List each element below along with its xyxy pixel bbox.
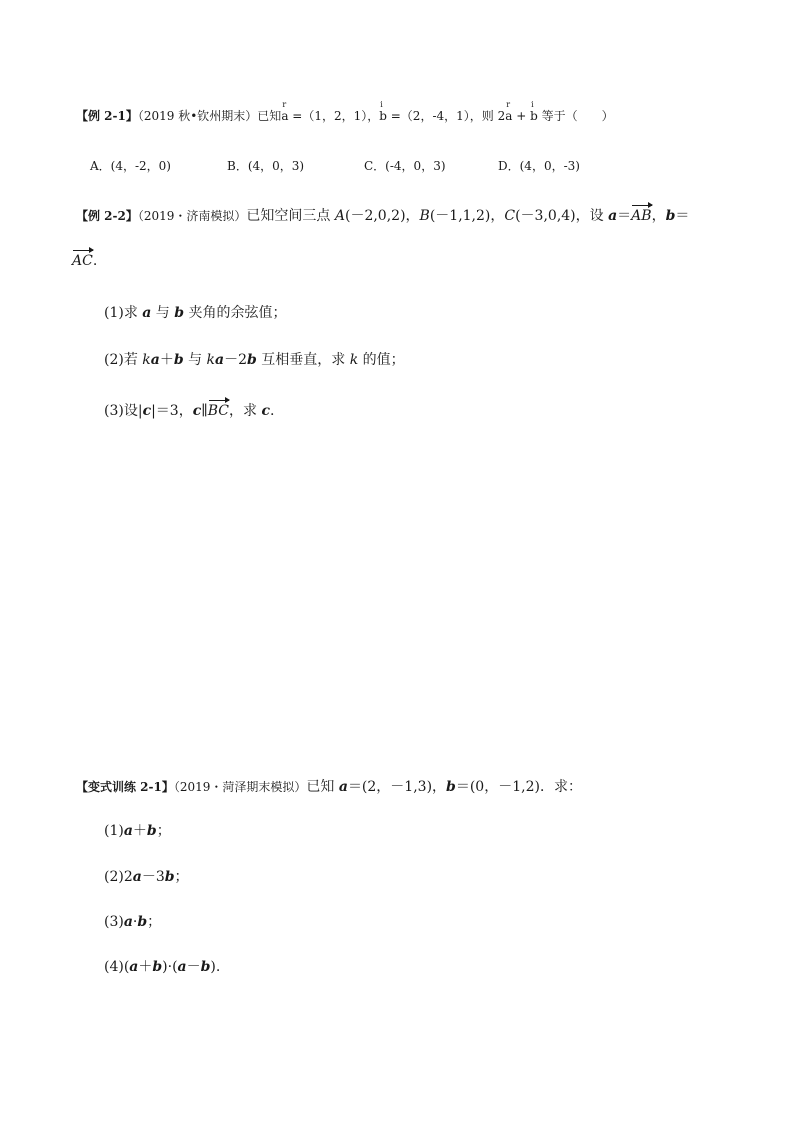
vector-b: b (137, 914, 148, 930)
vector-b: b (173, 352, 184, 368)
vector-a: a (129, 959, 139, 975)
example-2-2-stem-cont (72, 253, 97, 269)
question-text: 互相垂直，求 (256, 352, 350, 368)
parallel-symbol: ∥ (201, 403, 208, 419)
example-2-2-q2 (104, 349, 405, 369)
question-text: (2)2 (104, 869, 133, 885)
question-text: (1) (104, 823, 124, 839)
variant-2-1-q1 (104, 820, 171, 840)
stem-text: 已知 (306, 779, 339, 795)
example-2-1-options (90, 157, 580, 174)
vector-ab: AB (631, 208, 652, 224)
stem-text: ， (651, 208, 666, 224)
stem-text: (－2,0,2)， (344, 208, 420, 224)
variant-2-1-q3 (104, 911, 161, 931)
stem-text: 已知 (257, 109, 282, 123)
example-tag: 【例 2-1】 (76, 109, 138, 123)
var-k: k (142, 352, 151, 368)
point-b: B (419, 208, 430, 224)
option-a: A．(4，-2，0) (90, 159, 171, 173)
option-c: C．(-4，0，3) (364, 159, 446, 173)
vector-b: i b (379, 109, 387, 123)
option-d: D．(4，0，-3) (498, 159, 580, 173)
vector-a: a (132, 869, 142, 885)
question-text: )·( (162, 959, 178, 975)
question-text: － (186, 959, 201, 975)
stem-text: 等于（ ） (537, 109, 614, 123)
point-a: A (334, 208, 345, 224)
stem-text: ＝ (675, 208, 690, 224)
vector-a: a (123, 823, 133, 839)
var-k: k (206, 352, 216, 368)
question-text: ； (156, 823, 171, 839)
question-text: ＋ (138, 959, 153, 975)
stem-text: (－1,1,2)， (429, 208, 505, 224)
vector-a: a (142, 305, 152, 321)
stem-text: (－3,0,4)，设 (515, 208, 609, 224)
question-text: －2 (224, 352, 248, 368)
question-text: －3 (141, 869, 165, 885)
example-source: （2019・济南模拟） (137, 209, 247, 223)
variant-2-1-stem (76, 776, 582, 796)
question-text: ； (174, 869, 189, 885)
vector-b: b (446, 779, 456, 795)
vector-a: a (608, 208, 618, 224)
question-text: 与 (151, 305, 175, 321)
example-2-2-q3 (104, 400, 274, 420)
vector-a: a (150, 352, 160, 368)
example-2-2-q1 (104, 302, 287, 322)
vector-c: c (192, 403, 202, 419)
question-text: ＋ (132, 823, 147, 839)
question-text: (3)设| (104, 403, 143, 419)
vector-b: b (247, 352, 257, 368)
vector-a: a (215, 352, 225, 368)
vector-b: b (174, 305, 185, 321)
example-tag: 【例 2-2】 (76, 209, 138, 223)
option-b: B．(4，0，3) (227, 159, 305, 173)
vector-c: c (142, 403, 152, 419)
stem-text: ＝(0，－1,2)．求： (455, 779, 582, 795)
variant-source: （2019・菏泽期末模拟） (173, 780, 307, 794)
question-text: ＋ (159, 352, 174, 368)
example-source: （2019 秋•钦州期末） (137, 109, 258, 123)
var-k: k (349, 352, 359, 368)
vector-b: i b (530, 109, 538, 123)
question-text: (1)求 (104, 305, 143, 321)
question-text: 与 (183, 352, 207, 368)
vector-a: a (338, 779, 348, 795)
vector-c: c (261, 403, 270, 419)
vector-bc: BC (207, 403, 229, 419)
point-c: C (504, 208, 516, 224)
stem-text: ＝(2，－1,3)， (347, 779, 447, 795)
stem-text: . (92, 253, 98, 269)
vector-b: b (200, 959, 211, 975)
variant-2-1-q4 (104, 956, 220, 976)
variant-2-1-q2 (104, 866, 189, 886)
question-text: 的值； (358, 352, 405, 368)
example-2-1-stem (76, 107, 614, 124)
stem-text: + (512, 109, 531, 123)
question-text: ). (210, 959, 221, 975)
stem-text: =（2，-4，1），则 2 (386, 109, 506, 123)
stem-text: =（1，2，1）， (288, 109, 380, 123)
vector-a: r a (281, 109, 288, 123)
stem-text: ＝ (617, 208, 632, 224)
question-text: ； (147, 914, 162, 930)
vector-b: b (152, 959, 163, 975)
question-text: . (269, 403, 275, 419)
question-text: · (132, 914, 138, 930)
vector-a: a (123, 914, 133, 930)
question-text: (4)( (104, 959, 130, 975)
vector-ac: AC (72, 253, 93, 269)
question-text: 夹角的余弦值； (184, 305, 287, 321)
question-text: (3) (104, 914, 124, 930)
example-2-2-stem (76, 205, 689, 225)
vector-b: b (164, 869, 175, 885)
question-text: |＝3， (151, 403, 193, 419)
question-text: (2)若 (104, 352, 143, 368)
question-text: ，求 (228, 403, 262, 419)
vector-a: a (177, 959, 187, 975)
stem-text: 已知空间三点 (246, 208, 335, 224)
vector-b: b (665, 208, 676, 224)
vector-b: b (146, 823, 157, 839)
variant-tag: 【变式训练 2-1】 (76, 780, 174, 794)
vector-a: r a (505, 109, 512, 123)
